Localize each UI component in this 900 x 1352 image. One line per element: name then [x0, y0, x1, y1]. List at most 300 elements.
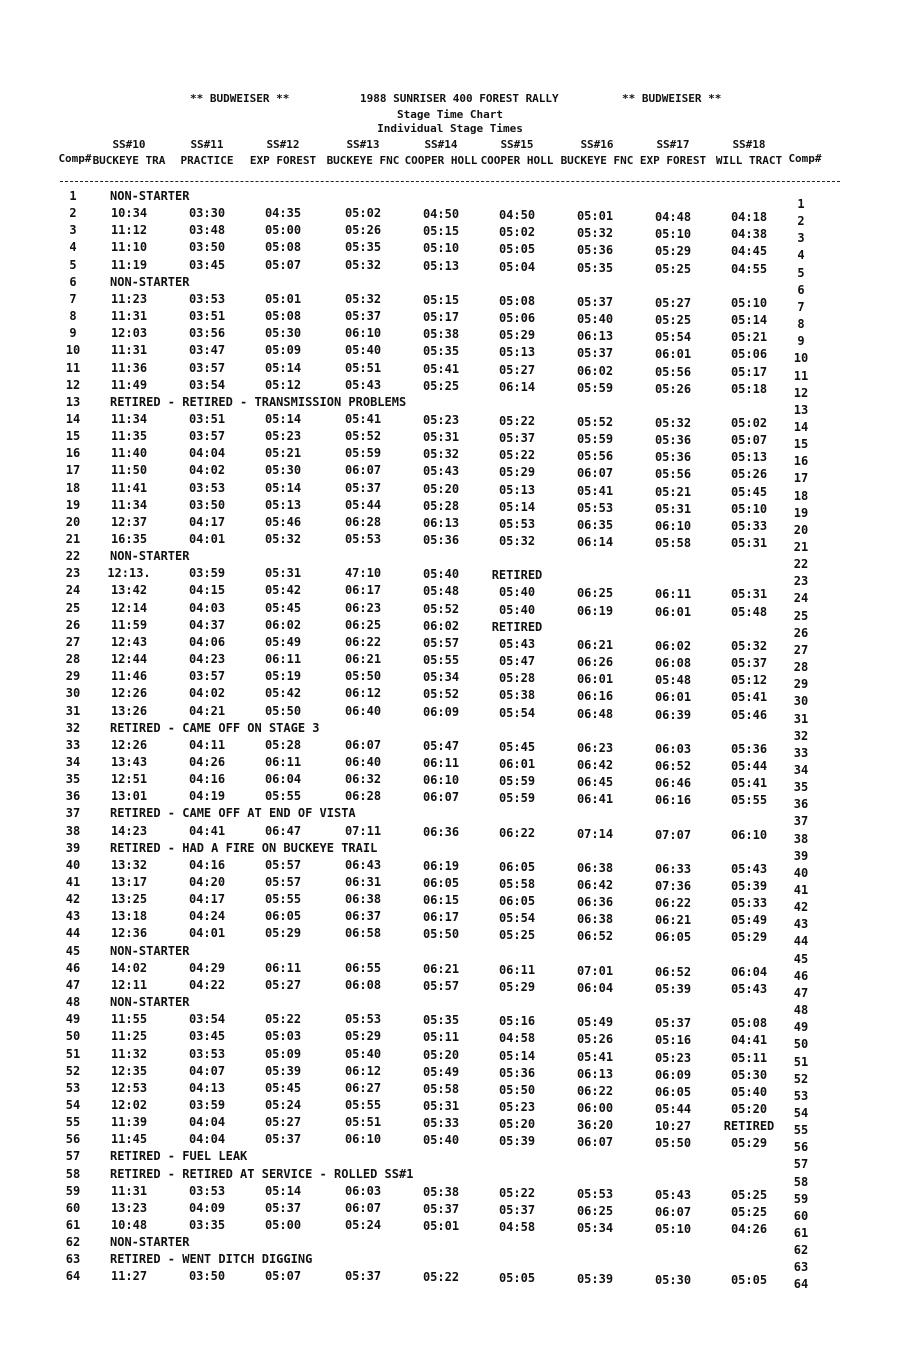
- stage-time-cell: 06:55: [344, 960, 382, 975]
- stage-time-cell: 06:31: [344, 875, 382, 889]
- table-row: [0, 325, 900, 349]
- stage-time-cell: 05:32: [730, 638, 768, 653]
- stage-time-cell: 05:53: [576, 500, 614, 515]
- stage-time-cell: 06:07: [344, 737, 382, 752]
- stage-time-cell: 05:58: [654, 536, 692, 550]
- status-note: RETIRED - CAME OFF AT END OF VISTA: [110, 806, 356, 821]
- stage-time-cell: 06:11: [264, 652, 302, 667]
- stage-time-cell: 05:59: [344, 446, 382, 461]
- table-row: [0, 943, 900, 966]
- stage-time-cell: 06:39: [654, 707, 692, 722]
- table-row: [0, 874, 900, 897]
- comp-number: 11: [65, 360, 81, 375]
- stage-time-cell: 05:23: [422, 412, 460, 427]
- stage-time-cell: 06:43: [344, 857, 382, 872]
- stage-time-cell: 06:17: [422, 910, 460, 925]
- stage-time-cell: 16:35: [110, 532, 148, 546]
- stage-time-cell: 05:22: [498, 448, 536, 463]
- column-header-ss17: SS#17 EXP FOREST: [639, 138, 707, 167]
- table-row: [0, 531, 900, 554]
- stage-time-cell: 11:39: [110, 1115, 148, 1130]
- stage-time-cell: 06:47: [264, 823, 302, 838]
- stage-time-cell: 06:46: [654, 776, 692, 791]
- comp-number-right: 59: [793, 1191, 809, 1206]
- stage-time-cell: 05:55: [264, 892, 302, 907]
- stage-time-cell: 05:37: [730, 656, 768, 671]
- stage-time-cell: 05:40: [576, 312, 614, 327]
- column-header-ss12: SS#12 EXP FOREST: [249, 138, 317, 167]
- stage-time-cell: 05:36: [654, 450, 692, 465]
- stage-time-cell: 06:04: [264, 772, 302, 787]
- comp-number-right: 5: [797, 265, 805, 280]
- stage-time-cell: 04:41: [730, 1033, 768, 1048]
- stage-time-cell: 11:31: [110, 343, 148, 358]
- stage-time-cell: 06:14: [576, 535, 614, 549]
- stage-time-cell: 05:14: [498, 499, 536, 514]
- status-note: RETIRED - FUEL LEAK: [110, 1149, 248, 1164]
- stage-time-cell: 04:17: [188, 514, 226, 529]
- stage-time-cell: 06:12: [344, 686, 382, 701]
- table-row: [0, 925, 900, 949]
- stage-time-cell: 05:07: [730, 433, 768, 448]
- stage-time-cell: 05:40: [344, 1046, 382, 1061]
- stage-time-cell: 05:52: [576, 414, 614, 429]
- stage-time-cell: 05:53: [498, 516, 536, 531]
- stage-time-cell: 05:45: [264, 600, 302, 615]
- comp-number-right: 25: [793, 608, 809, 623]
- stage-time-cell: 05:36: [576, 243, 614, 258]
- stage-time-cell: 03:51: [188, 411, 226, 426]
- stage-time-cell: 36:20: [576, 1118, 614, 1133]
- status-note: RETIRED - HAD A FIRE ON BUCKEYE TRAIL: [110, 840, 378, 855]
- table-row: [0, 1200, 900, 1223]
- stage-time-cell: 06:02: [422, 618, 460, 633]
- stage-time-cell: 06:41: [576, 792, 614, 807]
- stage-time-cell: 05:52: [422, 601, 460, 616]
- stage-time-cell: 06:02: [654, 638, 692, 653]
- stage-time-cell: 11:41: [110, 480, 148, 495]
- comp-number-right: 40: [793, 865, 809, 880]
- comp-number: 42: [65, 892, 81, 907]
- comp-number-right: 14: [793, 419, 809, 434]
- comp-number-right: 60: [793, 1208, 809, 1223]
- stage-time-cell: 05:25: [730, 1187, 768, 1202]
- comp-number-right: 26: [793, 625, 809, 640]
- stage-time-cell: 04:23: [188, 652, 226, 667]
- stage-time-cell: 11:55: [110, 1012, 148, 1027]
- stage-time-cell: 05:58: [498, 877, 536, 891]
- stage-time-cell: 05:05: [498, 242, 536, 257]
- stage-time-cell: 04:38: [730, 227, 768, 242]
- comp-number-right: 13: [793, 402, 809, 417]
- comp-number-right: 28: [793, 660, 809, 675]
- stage-time-cell: 05:37: [654, 1016, 692, 1031]
- status-note: RETIRED - RETIRED AT SERVICE - ROLLED SS#1: [110, 1166, 414, 1181]
- stage-time-cell: 11:40: [110, 446, 148, 461]
- stage-time-cell: 05:10: [654, 227, 692, 242]
- stage-time-cell: 05:35: [576, 260, 614, 275]
- stage-time-cell: 05:39: [264, 1063, 302, 1078]
- stage-time-cell: 06:21: [344, 652, 382, 667]
- stage-time-cell: 06:45: [576, 775, 614, 790]
- stage-time-cell: 05:28: [264, 737, 302, 752]
- stage-time-cell: 05:10: [422, 241, 460, 256]
- stage-time-cell: 06:27: [344, 1080, 382, 1095]
- stage-time-cell: 05:25: [654, 261, 692, 276]
- stage-time-cell: 06:07: [344, 1200, 382, 1215]
- stage-time-cell: 05:02: [344, 206, 382, 221]
- stage-time-cell: 05:56: [654, 364, 692, 379]
- stage-time-cell: 05:23: [654, 1050, 692, 1065]
- comp-number: 40: [65, 857, 81, 872]
- stage-time-cell: 05:51: [344, 1115, 382, 1130]
- stage-time-cell: 11:59: [110, 617, 148, 632]
- stage-time-cell: 05:36: [730, 741, 768, 756]
- stage-time-cell: 05:01: [264, 291, 302, 306]
- stage-time-cell: 05:28: [498, 671, 536, 686]
- stage-time-cell: 12:26: [110, 737, 148, 752]
- table-row: [0, 445, 900, 469]
- stage-time-cell: 05:40: [498, 602, 536, 617]
- comp-number: 47: [65, 977, 81, 992]
- table-row: [0, 565, 900, 589]
- stage-time-cell: 06:04: [730, 964, 768, 979]
- stage-time-cell: 04:41: [188, 823, 226, 838]
- stage-time-cell: 06:42: [576, 878, 614, 892]
- stage-time-cell: 11:49: [110, 377, 148, 392]
- comp-number: 24: [65, 583, 81, 598]
- stage-time-cell: 05:13: [422, 258, 460, 273]
- column-header-ss11: SS#11 PRACTICE: [180, 138, 234, 167]
- stage-time-cell: 05:51: [344, 360, 382, 375]
- stage-time-cell: 05:57: [422, 635, 460, 650]
- stage-time-cell: 07:11: [344, 823, 382, 838]
- stage-time-cell: 04:09: [188, 1200, 226, 1215]
- stage-time-cell: 06:10: [344, 1132, 382, 1147]
- comp-number: 59: [65, 1183, 81, 1198]
- comp-number: 57: [65, 1149, 81, 1164]
- comp-number: 64: [65, 1269, 81, 1284]
- stage-time-cell: 05:59: [498, 791, 536, 806]
- comp-number-right: 44: [793, 934, 809, 949]
- stage-time-cell: 05:34: [422, 670, 460, 685]
- stage-time-cell: 06:11: [264, 754, 302, 769]
- stage-time-cell: 05:46: [264, 514, 302, 529]
- stage-time-cell: 03:59: [188, 1097, 226, 1112]
- stage-time-cell: 05:40: [422, 1133, 460, 1148]
- comp-number-right: 53: [793, 1088, 809, 1103]
- stage-time-cell: 06:16: [654, 793, 692, 808]
- comp-number: 10: [65, 343, 81, 358]
- table-row: [0, 205, 900, 229]
- stage-time-cell: 05:54: [498, 911, 536, 926]
- table-row: [0, 360, 900, 383]
- comp-number: 4: [69, 240, 77, 255]
- stage-time-cell: 05:52: [422, 687, 460, 702]
- table-row: [0, 1097, 900, 1120]
- stage-time-cell: 05:38: [498, 688, 536, 703]
- stage-time-cell: 06:16: [576, 689, 614, 704]
- comp-number-right: 43: [793, 917, 809, 932]
- report-title: 1988 SUNRISER 400 FOREST RALLY: [360, 92, 559, 105]
- stage-time-cell: 04:20: [188, 875, 226, 889]
- table-row: [0, 462, 900, 486]
- stage-time-cell: 05:32: [422, 447, 460, 462]
- table-row: [0, 377, 900, 400]
- stage-time-cell: 06:01: [498, 756, 536, 771]
- stage-time-cell: 05:55: [264, 789, 302, 804]
- table-row: [0, 600, 900, 623]
- comp-number: 46: [65, 960, 81, 975]
- stage-time-cell: 05:37: [344, 1269, 382, 1284]
- stage-time-cell: 13:17: [110, 875, 148, 889]
- stage-time-cell: 03:54: [188, 1012, 226, 1027]
- comp-number: 61: [65, 1218, 81, 1232]
- stage-time-cell: 05:12: [730, 673, 768, 688]
- comp-number: 58: [65, 1166, 81, 1181]
- comp-number: 54: [65, 1097, 81, 1112]
- comp-number: 7: [69, 291, 77, 306]
- stage-time-cell: 05:23: [498, 1099, 536, 1114]
- status-note: NON-STARTER: [110, 943, 190, 958]
- stage-time-cell: 05:40: [344, 343, 382, 358]
- stage-time-cell: 04:13: [188, 1080, 226, 1095]
- stage-time-cell: 05:55: [344, 1097, 382, 1112]
- stage-time-cell: 04:15: [188, 583, 226, 598]
- stage-time-cell: 04:03: [188, 600, 226, 615]
- stage-time-cell: 05:31: [654, 501, 692, 516]
- stage-time-cell: 05:33: [730, 896, 768, 911]
- stage-time-cell: 06:13: [576, 329, 614, 344]
- column-header-ss10: SS#10 BUCKEYE TRA: [92, 138, 166, 167]
- stage-time-cell: 05:59: [498, 774, 536, 789]
- stage-time-cell: 06:01: [654, 690, 692, 705]
- stage-time-cell: 06:38: [576, 860, 614, 875]
- stage-time-cell: 06:07: [344, 463, 382, 478]
- stage-time-cell: 05:39: [730, 879, 768, 893]
- stage-time-cell: 03:57: [188, 669, 226, 684]
- stage-time-cell: 05:15: [422, 292, 460, 307]
- comp-number-right: 30: [793, 694, 809, 709]
- stage-time-cell: 12:36: [110, 926, 148, 941]
- table-row: [0, 411, 900, 434]
- stage-time-cell: 06:14: [498, 379, 536, 394]
- comp-number-right: 11: [793, 368, 809, 383]
- stage-time-cell: 11:12: [110, 223, 148, 238]
- stage-time-cell: 03:30: [188, 206, 226, 221]
- comp-number-right: 52: [793, 1071, 809, 1086]
- table-row: [0, 977, 900, 1000]
- table-row: [0, 754, 900, 777]
- comp-number: 21: [65, 532, 81, 546]
- stage-time-cell: 05:57: [264, 857, 302, 872]
- table-row: [0, 1251, 900, 1275]
- comp-number: 23: [65, 566, 81, 581]
- stage-time-cell: 05:41: [730, 690, 768, 705]
- stage-time-cell: 05:32: [264, 532, 302, 546]
- comp-number-right: 3: [797, 231, 805, 246]
- stage-time-cell: 05:31: [422, 1098, 460, 1113]
- stage-time-cell: 06:11: [654, 587, 692, 602]
- table-row: [0, 1028, 900, 1052]
- stage-time-cell: 05:57: [264, 875, 302, 889]
- table-row: [0, 394, 900, 417]
- stage-time-cell: 05:02: [730, 415, 768, 430]
- table-row: [0, 1217, 900, 1240]
- stage-time-cell: 47:10: [344, 566, 382, 581]
- table-row: [0, 891, 900, 915]
- stage-time-cell: 05:41: [576, 1049, 614, 1064]
- stage-time-cell: 05:16: [654, 1033, 692, 1048]
- stage-time-cell: 05:45: [264, 1080, 302, 1095]
- comp-number: 6: [69, 274, 77, 289]
- stage-time-cell: 05:41: [576, 483, 614, 498]
- stage-time-cell: RETIRED: [491, 619, 543, 634]
- stage-time-cell: 05:01: [422, 1219, 460, 1233]
- stage-time-cell: 03:47: [188, 343, 226, 358]
- stage-time-cell: 03:53: [188, 291, 226, 306]
- stage-time-cell: 05:37: [264, 1132, 302, 1147]
- stage-time-cell: 07:01: [576, 963, 614, 978]
- table-row: [0, 497, 900, 520]
- stage-time-cell: 05:26: [344, 223, 382, 238]
- stage-time-cell: 06:03: [654, 741, 692, 756]
- table-row: [0, 342, 900, 366]
- comp-number-right: 33: [793, 745, 809, 760]
- stage-time-cell: 05:59: [576, 432, 614, 447]
- comp-number: 60: [65, 1200, 81, 1215]
- stage-time-cell: 05:33: [422, 1116, 460, 1131]
- stage-time-cell: 06:19: [576, 603, 614, 618]
- stage-time-cell: 06:36: [576, 895, 614, 910]
- stage-time-cell: 05:10: [654, 1222, 692, 1236]
- stage-time-cell: 13:23: [110, 1200, 148, 1215]
- stage-time-cell: 05:42: [264, 583, 302, 598]
- stage-time-cell: 05:43: [498, 636, 536, 651]
- stage-time-cell: 06:08: [654, 656, 692, 671]
- stage-time-cell: 05:40: [498, 585, 536, 600]
- stage-time-cell: 05:22: [264, 1012, 302, 1027]
- stage-time-cell: 04:26: [188, 754, 226, 769]
- stage-time-cell: 11:35: [110, 429, 148, 444]
- stage-time-cell: 05:35: [344, 240, 382, 255]
- stage-time-cell: 03:56: [188, 326, 226, 341]
- comp-number: 32: [65, 720, 81, 735]
- stage-time-cell: 05:07: [264, 257, 302, 272]
- stage-time-cell: 05:24: [344, 1218, 382, 1232]
- stage-time-cell: 05:01: [576, 209, 614, 224]
- comp-number-right: 18: [793, 488, 809, 503]
- stage-time-cell: 04:16: [188, 857, 226, 872]
- stage-time-cell: 05:21: [654, 484, 692, 499]
- stage-time-cell: 06:38: [344, 892, 382, 907]
- table-row: [0, 840, 900, 863]
- stage-time-cell: 04:04: [188, 1132, 226, 1147]
- column-headers: [0, 137, 900, 177]
- stage-time-cell: 05:12: [264, 377, 302, 392]
- stage-time-cell: 05:35: [422, 1013, 460, 1028]
- stage-time-cell: 05:20: [422, 1047, 460, 1062]
- table-row: [0, 1148, 900, 1172]
- stage-time-cell: 05:20: [498, 1117, 536, 1132]
- comp-number: 28: [65, 652, 81, 667]
- comp-number: 12: [65, 377, 81, 392]
- column-header-comp-right: Comp#: [788, 152, 822, 165]
- stage-time-cell: 03:53: [188, 480, 226, 495]
- table-row: [0, 668, 900, 692]
- stage-time-cell: 05:31: [730, 587, 768, 602]
- comp-number-right: 31: [793, 711, 809, 726]
- table-row: [0, 1063, 900, 1086]
- stage-time-cell: 06:36: [422, 824, 460, 839]
- stage-time-cell: 13:18: [110, 909, 148, 924]
- stage-time-cell: 05:31: [422, 430, 460, 445]
- table-row: [0, 788, 900, 812]
- stage-time-cell: 06:52: [654, 758, 692, 773]
- stage-time-cell: 05:28: [422, 498, 460, 513]
- stage-time-cell: 12:53: [110, 1080, 148, 1095]
- stage-time-cell: 06:28: [344, 514, 382, 529]
- stage-time-cell: 05:49: [730, 913, 768, 928]
- stage-time-cell: 06:10: [344, 326, 382, 341]
- stage-time-cell: 05:52: [344, 429, 382, 444]
- stage-time-cell: 05:33: [730, 518, 768, 533]
- stage-time-cell: 10:48: [110, 1218, 148, 1232]
- stage-time-cell: 11:31: [110, 309, 148, 324]
- stage-time-cell: 05:25: [498, 928, 536, 943]
- comp-number: 31: [65, 703, 81, 718]
- stage-time-cell: 11:25: [110, 1029, 148, 1044]
- stage-time-cell: 06:21: [654, 913, 692, 928]
- comp-number-right: 29: [793, 677, 809, 692]
- stage-time-cell: 05:04: [498, 259, 536, 274]
- stage-time-cell: 03:35: [188, 1218, 226, 1232]
- stage-time-cell: 05:30: [264, 463, 302, 478]
- stage-time-cell: 11:36: [110, 360, 148, 375]
- stage-time-cell: 04:58: [498, 1220, 536, 1234]
- comp-number: 17: [65, 463, 81, 478]
- stage-time-cell: 03:59: [188, 566, 226, 581]
- stage-time-cell: 05:13: [730, 450, 768, 465]
- table-row: [0, 1114, 900, 1138]
- comp-number: 14: [65, 411, 81, 426]
- table-row: [0, 480, 900, 503]
- stage-time-cell: 06:25: [576, 1203, 614, 1218]
- stage-time-cell: 04:35: [264, 206, 302, 221]
- comp-number-right: 50: [793, 1037, 809, 1052]
- table-row: [0, 805, 900, 829]
- stage-time-cell: 05:27: [654, 295, 692, 310]
- stage-time-cell: 06:10: [422, 773, 460, 788]
- stage-time-cell: 05:43: [422, 464, 460, 479]
- stage-time-cell: 05:50: [654, 1136, 692, 1151]
- comp-number: 51: [65, 1046, 81, 1061]
- stage-time-cell: 05:48: [730, 604, 768, 619]
- comp-number: 36: [65, 789, 81, 804]
- stage-time-cell: 06:40: [344, 703, 382, 718]
- table-row: [0, 257, 900, 280]
- column-header-ss16: SS#16 BUCKEYE FNC: [560, 138, 634, 167]
- stage-time-cell: 05:58: [422, 1081, 460, 1096]
- comp-number: 19: [65, 497, 81, 512]
- column-header-ss15: SS#15 COOPER HOLL: [480, 138, 554, 167]
- stage-time-cell: 06:07: [576, 466, 614, 481]
- stage-time-cell: 05:36: [498, 1065, 536, 1080]
- stage-time-cell: 05:44: [730, 758, 768, 773]
- table-row: [0, 720, 900, 743]
- stage-time-cell: 04:16: [188, 772, 226, 787]
- stage-time-cell: 05:14: [264, 360, 302, 375]
